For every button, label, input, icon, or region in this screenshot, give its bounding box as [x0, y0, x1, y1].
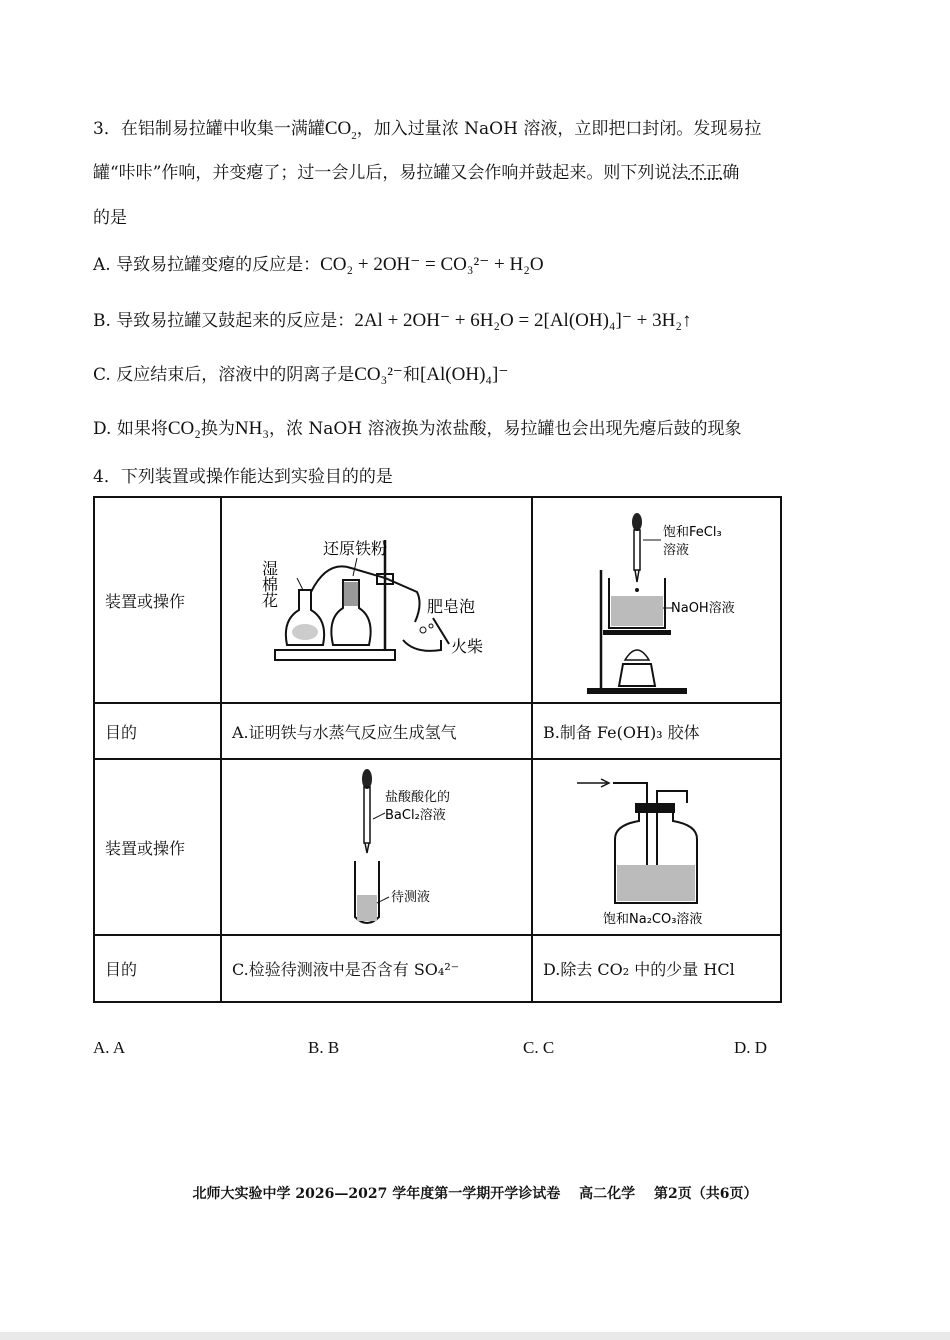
figure-a-cell	[221, 497, 532, 703]
q3-stem-line-2	[93, 162, 739, 184]
answer-choice-b: B. B	[308, 1038, 340, 1057]
row-label-device-2: 装置或操作	[94, 759, 221, 935]
row-label-purpose-2: 目的	[94, 935, 221, 1002]
option-b-label: B. 导致易拉罐又鼓起来的反应是：	[93, 311, 355, 331]
q3-stem-line-3: 的是	[93, 208, 127, 228]
iron-steam-apparatus-figure	[227, 500, 527, 700]
table-row	[94, 703, 781, 759]
label-iron-powder: 还原铁粉	[322, 539, 387, 558]
page-footer	[0, 1183, 950, 1203]
experiment-table	[93, 496, 782, 1003]
option-c-label: C. 反应结束后，溶液中的阴离子是	[93, 365, 355, 385]
q3-stem-text: 3．在铝制易拉罐中收集一满罐	[93, 119, 325, 139]
row-label-purpose: 目的	[94, 703, 221, 759]
footer-subject: 高二化学	[579, 1186, 636, 1202]
co2-formula: $CO_2$	[324, 118, 357, 142]
row-label-device: 装置或操作	[94, 497, 221, 703]
option-a-equation: CO₂ + 2OH⁻ = CO₃²⁻ + H₂O	[320, 254, 544, 275]
q3-stem-line-1	[93, 118, 761, 140]
q4-stem: 4．下列装置或操作能达到实验目的的是	[93, 467, 393, 487]
label-match: 火柴	[450, 637, 483, 656]
q3-option-b	[93, 310, 691, 332]
answer-choice-d: D. D	[734, 1038, 768, 1057]
answer-choice-a: A. A	[93, 1038, 126, 1057]
nh3-formula: NH₃	[234, 418, 269, 439]
label-fecl3: 饱和FeCl₃	[662, 525, 722, 540]
purpose-a: A.证明铁与水蒸气反应生成氢气	[221, 703, 532, 759]
q3-option-a	[93, 254, 544, 276]
footer-school: 北师大实验中学 2026—2027 学年度第一学期开学诊试卷	[192, 1186, 561, 1202]
option-a-label: A. 导致易拉罐变瘪的反应是：	[93, 255, 321, 275]
figure-c-cell	[221, 759, 532, 935]
option-d-text-3: ，浓 NaOH 溶液换为浓盐酸，易拉罐也会出现先瘪后鼓的现象	[268, 419, 742, 439]
label-naoh-solution: NaOH溶液	[670, 601, 735, 616]
scan-edge-shade	[0, 1332, 950, 1340]
label-na2co3-solution: 饱和Na₂CO₃溶液	[602, 912, 702, 927]
figure-b-cell	[532, 497, 781, 703]
footer-page-number: 第2页（共6页）	[653, 1186, 758, 1202]
table-row	[94, 497, 781, 703]
answer-choice-c: C. C	[523, 1038, 555, 1057]
label-fecl3-solution: 溶液	[662, 543, 689, 558]
q3-option-d	[93, 418, 742, 440]
sulfate-test-figure	[257, 763, 497, 931]
option-d-text-1: D. 如果将	[93, 419, 168, 439]
carbonate-ion: CO₃²⁻	[354, 364, 403, 385]
option-d-text-2: 换为	[200, 419, 235, 439]
figure-d-cell	[532, 759, 781, 935]
q3-stem-line-2-text: 罐“咔咔”作响，并变瘪了；过一会儿后，易拉罐又会作响并鼓起来。则下列说法	[93, 163, 689, 183]
label-wet-cotton: 湿棉花	[259, 560, 278, 608]
emphasis-not-correct: 不正	[688, 163, 723, 183]
table-row	[94, 759, 781, 935]
table-row	[94, 935, 781, 1002]
option-b-equation: 2Al + 2OH⁻ + 6H₂O = 2[Al(OH)₄]⁻ + 3H₂↑	[354, 310, 692, 331]
purpose-c: C.检验待测液中是否含有 SO₄²⁻	[221, 935, 532, 1002]
label-sample-solution: 待测液	[390, 890, 430, 905]
label-acidified: 盐酸酸化的	[384, 790, 450, 805]
q3-stem-line-2-tail: 确	[722, 163, 740, 183]
purpose-b: B.制备 Fe(OH)₃ 胶体	[532, 703, 781, 759]
q3-stem-tail: ，加入过量浓 NaOH 溶液，立即把口封闭。发现易拉	[356, 119, 762, 139]
q3-option-c	[93, 364, 508, 386]
option-c-and: 和	[402, 365, 420, 385]
gas-washing-bottle-figure	[537, 763, 777, 931]
aluminate-ion: [Al(OH)₄]⁻	[419, 364, 509, 385]
label-bacl2: BaCl₂溶液	[384, 808, 446, 823]
purpose-d: D.除去 CO₂ 中的少量 HCl	[532, 935, 781, 1002]
co2-formula-d: CO₂	[167, 418, 201, 439]
colloid-preparation-figure	[537, 500, 777, 700]
label-soap-bubble: 肥皂泡	[426, 597, 475, 616]
